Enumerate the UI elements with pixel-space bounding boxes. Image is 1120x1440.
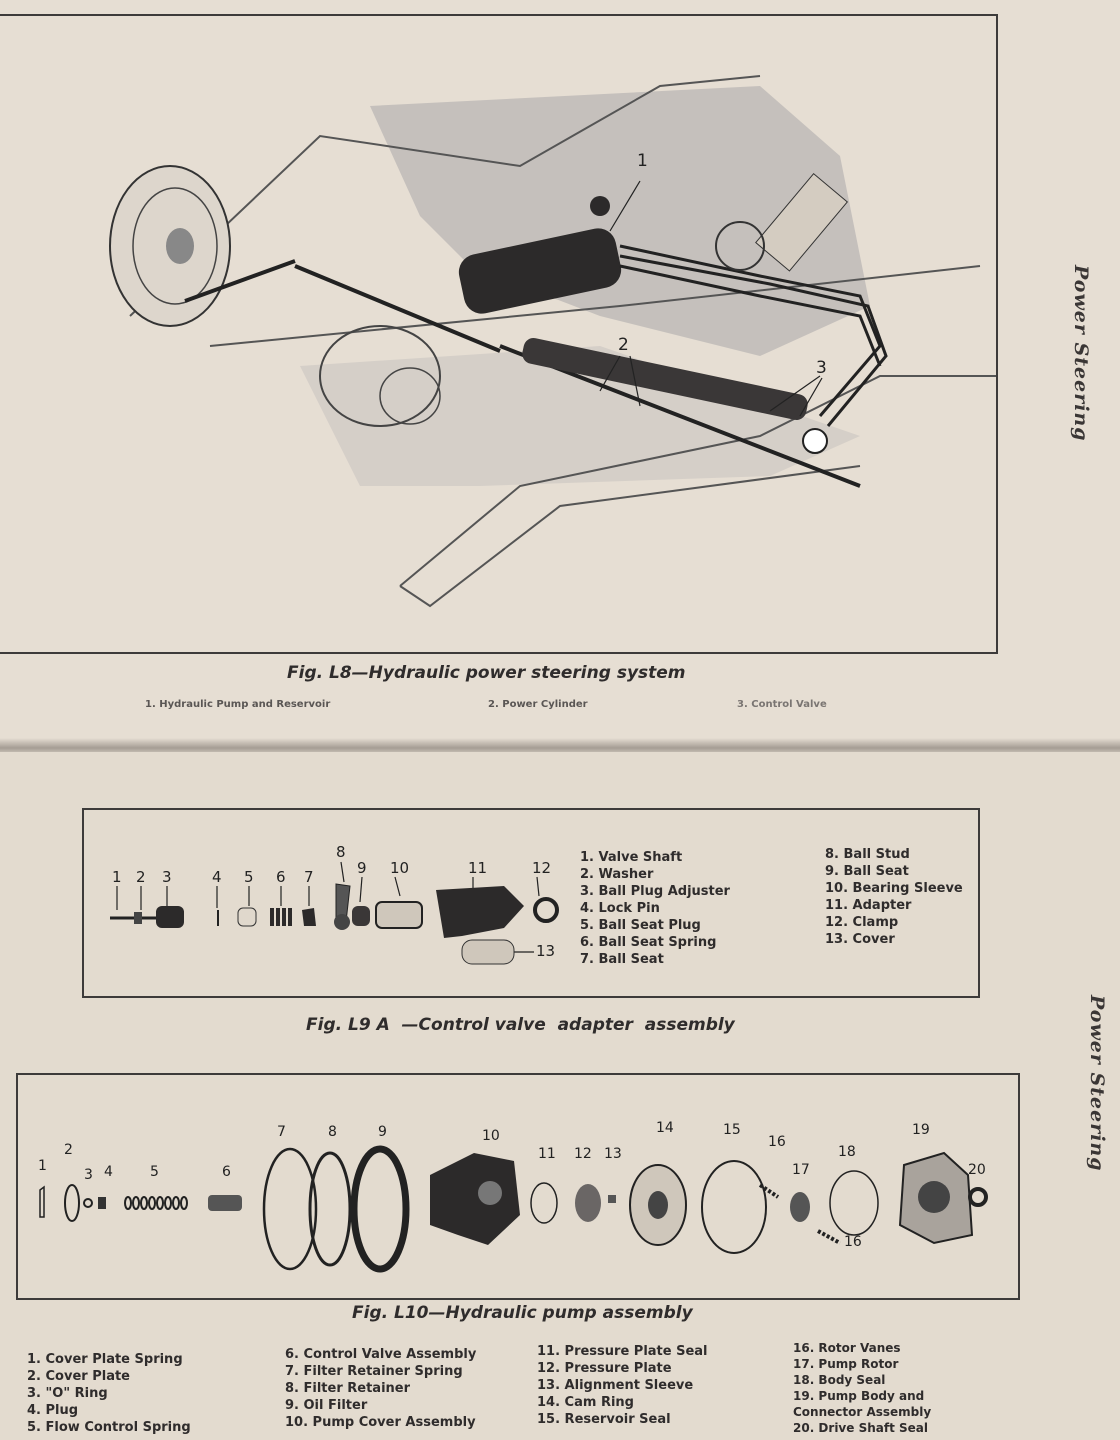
part-number: 7 [304,868,314,886]
part-number: 18 [838,1144,856,1160]
fig-l8-legend-item: 2. Power Cylinder [488,699,588,710]
part-number: 19 [912,1122,930,1138]
legend-item: 7. Ball Seat [580,952,664,967]
part-number: 16 [768,1134,786,1150]
part-number: 6 [222,1164,231,1180]
fig-l8-callout: 3 [816,358,827,378]
legend-item: 18. Body Seal [793,1373,886,1387]
legend-item: 1. Valve Shaft [580,850,683,865]
legend-item: 2. Cover Plate [27,1369,130,1384]
legend-item: 10. Pump Cover Assembly [285,1415,476,1430]
legend-item: 8. Filter Retainer [285,1381,411,1396]
legend-item: 1. Cover Plate Spring [27,1352,183,1367]
part-number: 6 [276,868,286,886]
part-number: 14 [656,1120,674,1136]
part-number: 2 [64,1142,73,1158]
part-number: 5 [150,1164,159,1180]
legend-item: 5. Ball Seat Plug [580,918,701,933]
legend-item: 15. Reservoir Seal [537,1412,671,1427]
side-title: Power Steering [1086,995,1108,1172]
legend-item: 16. Rotor Vanes [793,1341,901,1355]
part-number: 16 [844,1234,862,1250]
part-number: 3 [84,1167,93,1183]
legend-item: 11. Pressure Plate Seal [537,1344,708,1359]
legend-item: 6. Ball Seat Spring [580,935,717,950]
part-number: 4 [104,1164,113,1180]
legend-item: 3. "O" Ring [27,1386,108,1401]
part-number: 1 [38,1158,47,1174]
fig-l8-illustration [0,16,996,652]
legend-item: 9. Oil Filter [285,1398,368,1413]
part-number: 10 [390,859,410,877]
legend-item: 9. Ball Seat [825,864,909,879]
part-number: 7 [277,1124,286,1140]
legend-item: 10. Bearing Sleeve [825,881,963,896]
legend-item: 4. Plug [27,1403,79,1418]
part-number: 8 [328,1124,337,1140]
legend-item: 17. Pump Rotor [793,1357,899,1371]
part-number: 12 [574,1146,592,1162]
legend-item: 20. Drive Shaft Seal [793,1421,928,1435]
part-number: 9 [357,859,367,877]
part-number: 20 [968,1162,986,1178]
fig-l9a-illustration [84,810,564,996]
legend-item: 13. Cover [825,932,895,947]
fig-l10-illustration [18,1075,1018,1298]
part-number: 13 [604,1146,622,1162]
part-number: 2 [136,868,146,886]
fig-l9a-legend-right [825,846,963,948]
fig-l10-legend-col2 [285,1346,476,1431]
fig-l8-legend-item: 3. Control Valve [737,699,827,710]
fig-l10-legend-col1 [27,1351,191,1436]
legend-item: 13. Alignment Sleeve [537,1378,694,1393]
legend-item: 8. Ball Stud [825,847,910,862]
legend-item: 14. Cam Ring [537,1395,634,1410]
side-title: Power Steering [1070,265,1092,442]
legend-item: 2. Washer [580,867,654,882]
fig-l8-caption: Fig. L8—Hydraulic power steering system [287,663,686,683]
part-number: 11 [538,1146,556,1162]
fig-l8-callout: 2 [618,335,629,355]
legend-item: 19. Pump Body and Connector Assembly [793,1389,932,1419]
part-number: 15 [723,1122,741,1138]
part-number: 1 [112,868,122,886]
legend-item: 4. Lock Pin [580,901,660,916]
part-number: 12 [532,859,552,877]
part-number: 13 [536,942,556,960]
part-number: 4 [212,868,222,886]
legend-item: 6. Control Valve Assembly [285,1347,477,1362]
part-number: 5 [244,868,254,886]
fig-l8-callout: 1 [637,151,648,171]
legend-item: 11. Adapter [825,898,912,913]
legend-item: 7. Filter Retainer Spring [285,1364,463,1379]
part-number: 3 [162,868,172,886]
fig-l10-caption: Fig. L10—Hydraulic pump assembly [352,1303,693,1323]
fig-l9a-legend-left [580,849,730,968]
part-number: 8 [336,843,346,861]
legend-item: 3. Ball Plug Adjuster [580,884,730,899]
fig-l10-legend-col3 [537,1343,708,1428]
part-number: 11 [468,859,488,877]
legend-item: 12. Clamp [825,915,899,930]
part-number: 17 [792,1162,810,1178]
legend-item: 12. Pressure Plate [537,1361,672,1376]
part-number: 9 [378,1124,387,1140]
legend-item: 5. Flow Control Spring [27,1420,191,1435]
fig-l9a-caption: Fig. L9 A —Control valve adapter assembly [306,1015,735,1035]
fig-l8-legend-item: 1. Hydraulic Pump and Reservoir [145,699,331,710]
part-number: 10 [482,1128,500,1144]
fig-l10-legend-col4 [793,1340,1003,1436]
